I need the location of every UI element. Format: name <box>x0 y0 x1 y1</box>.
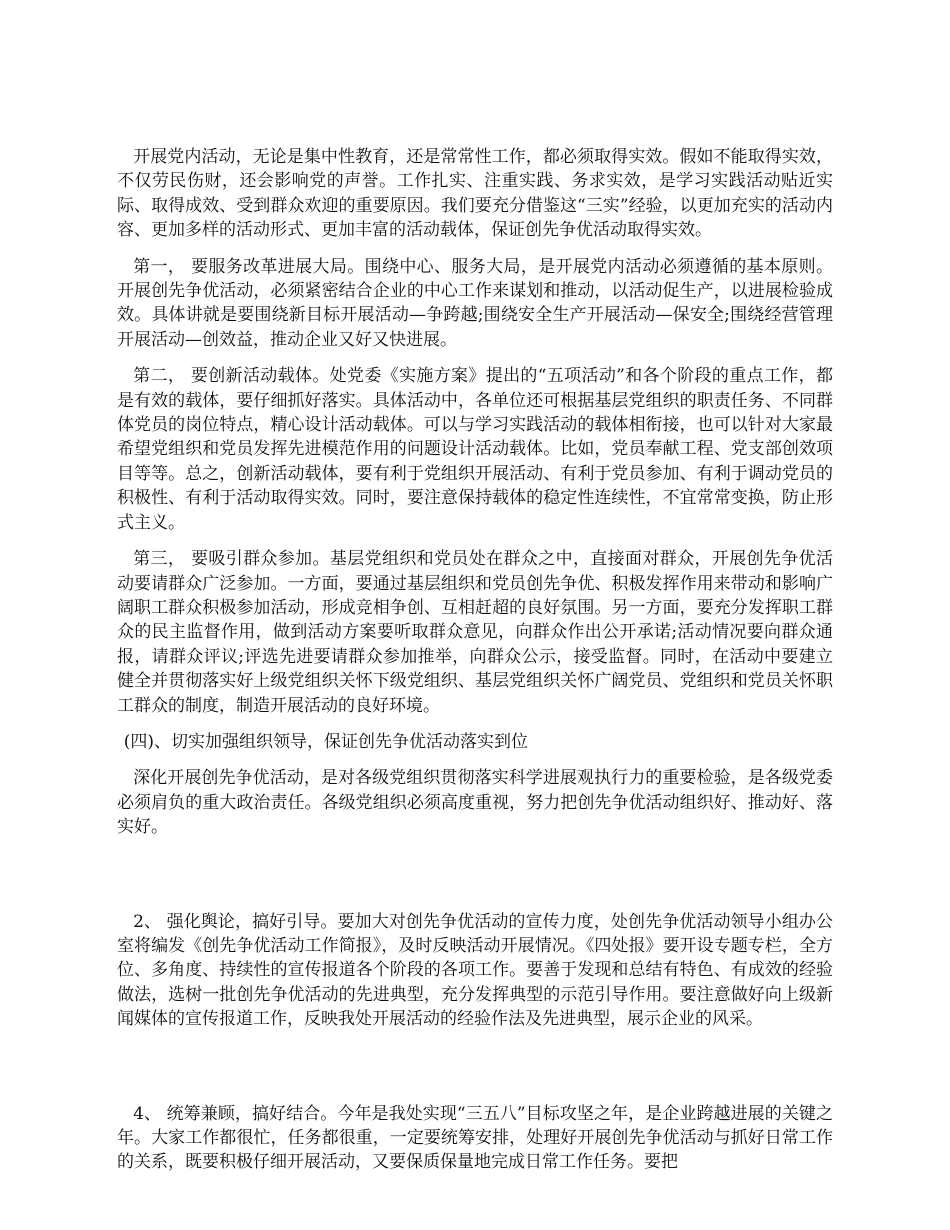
section-heading-four: (四)、切实加强组织领导，保证创先争优活动落实到位 <box>123 731 529 752</box>
paragraph-first-point: 第一， 要服务改革进展大局。围绕中心、服务大局，是开展党内活动必须遵循的基本原则。开展创先争优活动，必须紧密结合企业的中心工作来谋划和推动，以活动促生产，以进展检验成效。具体讲就是要围绕新目标开展活动—争跨越;围绕安全生产开展活动—保安全;围绕经营管理开展活动—创效益，推动企业又好又快进展。 <box>117 256 833 350</box>
paragraph-intro: 开展党内活动，无论是集中性教育，还是常常性工作，都必须取得实效。假如不能取得实效，不仅劳民伤财，还会影响党的声誉。工作扎实、注重实践、务求实效，是学习实践活动贴近实际、取得成效、受到群众欢迎的重要原因。我们要充分借鉴这“三实”经验，以更加充实的活动内容、更加多样的活动形式、更加丰富的活动载体，保证创先争优活动取得实效。 <box>117 147 833 241</box>
paragraph-item-2: 2、 强化舆论，搞好引导。要加大对创先争优活动的宣传力度，处创先争优活动领导小组办公室将编发《创先争优活动工作简报》，及时反映活动开展情况。《四处报》要开设专题专栏，全方位、多角度、持续性的宣传报道各个阶段的各项工作。要善于发现和总结有特色、有成效的经验做法，选树一批创先争优活动的先进典型，充分发挥典型的示范引导作用。要注意做好向上级新闻媒体的宣传报道工作，反映我处开展活动的经验作法及先进典型，展示企业的风采。 <box>117 911 833 1030</box>
document-body <box>117 145 833 1175</box>
paragraph-section-four-intro: 深化开展创先争优活动，是对各级党组织贯彻落实科学进展观执行力的重要检验，是各级党委必须肩负的重大政治责任。各级党组织必须高度重视，努力把创先争优活动组织好、推动好、落实好。 <box>117 768 833 838</box>
paragraph-second-point: 第二， 要创新活动载体。处党委《实施方案》提出的“五项活动”和各个阶段的重点工作，都是有效的载体，要仔细抓好落实。具体活动中，各单位还可根据基层党组织的职责任务、不同群体党员的岗位特点，精心设计活动载体。可以与学习实践活动的载体相衔接，也可以针对大家最希望党组织和党员发挥先进模范作用的问题设计活动载体。比如，党员奉献工程、党支部创效项目等等。总之，创新活动载体，要有利于党组织开展活动、有利于党员参加、有利于调动党员的积极性、有利于活动取得实效。同时，要注意保持载体的稳定性连续性，不宜常常变换，防止形式主义。 <box>117 366 833 533</box>
blank-space <box>117 1032 833 1102</box>
paragraph-item-4: 4、 统筹兼顾，搞好结合。今年是我处实现“三五八”目标攻坚之年，是企业跨越进展的关键之年。大家工作都很忙，任务都很重，一定要统筹安排，处理好开展创先争优活动与抓好日常工作的关系，既要积极仔细开展活动，又要保质保量地完成日常工作任务。要把 <box>117 1103 833 1173</box>
paragraph-third-point: 第三， 要吸引群众参加。基层党组织和党员处在群众之中，直接面对群众，开展创先争优活动要请群众广泛参加。一方面，要通过基层组织和党员创先争优、积极发挥作用来带动和影响广阔职工群众积极参加活动，形成竞相争创、互相赶超的良好氛围。另一方面，要充分发挥职工群众的民主监督作用，做到活动方案要听取群众意见，向群众作出公开承诺;活动情况要向群众通报，请群众评议;评选先进要请群众参加推举，向群众公示，接受监督。同时，在活动中要建立健全并贯彻落实好上级党组织关怀下级党组织、基层党组织关怀广阔党员、党组织和党员关怀职工群众的制度，制造开展活动的良好环境。 <box>117 549 833 716</box>
blank-space <box>117 840 833 910</box>
